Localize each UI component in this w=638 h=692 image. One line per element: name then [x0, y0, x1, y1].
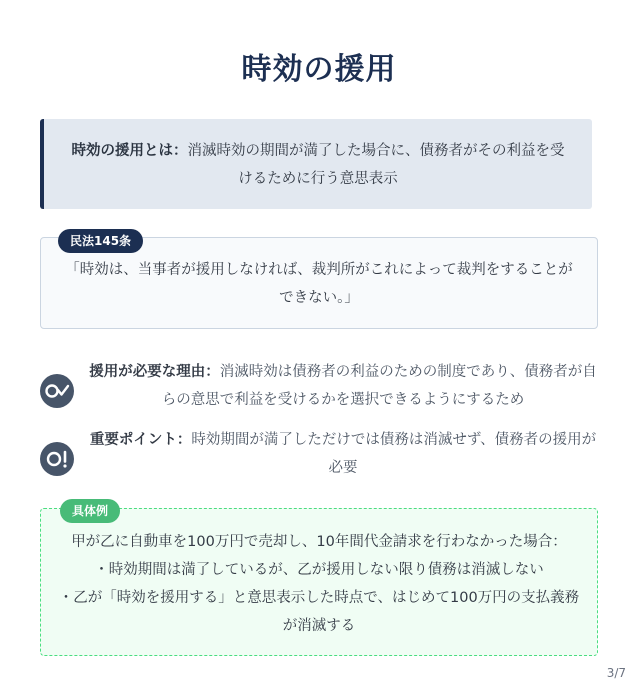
definition-box [40, 119, 592, 209]
definition-term: 時効の援用とは： [71, 143, 188, 159]
check-circle-icon [40, 374, 74, 408]
law-badge: 民法145条 [58, 229, 143, 253]
point-important [40, 426, 598, 486]
example-line: 甲が乙に自動車を100万円で売却し、10年間代金請求を行わなかった場合： [71, 534, 567, 550]
point-reason-lead: 援用が必要な理由： [89, 364, 220, 380]
example-line: ・乙が「時効を援用する」と意思表示した時点で、はじめて100万円の支払義務が消滅する [58, 590, 580, 634]
page-number: 3/7 [606, 666, 626, 680]
example-badge: 具体例 [60, 499, 120, 523]
example-line: ・時効期間は満了しているが、乙が援用しない限り債務は消滅しない [94, 562, 544, 578]
example-box [40, 508, 598, 656]
page-title: 時効の援用 [241, 52, 397, 87]
point-reason-text [88, 358, 598, 414]
law-quote-text: 「時効は、当事者が援用しなければ、裁判所がこれによって裁判をすることができない。」 [65, 262, 573, 306]
point-reason-body: 消滅時効は債務者の利益のための制度であり、債務者が自らの意思で利益を受けるかを選択できるようにするため [161, 364, 597, 408]
point-important-text [88, 426, 598, 482]
exclamation-circle-icon [40, 442, 74, 476]
point-important-lead: 重要ポイント： [89, 432, 192, 448]
point-important-body: 時効期間が満了しただけでは債務は消滅せず、債務者の援用が必要 [191, 432, 597, 476]
definition-text: 消滅時効の期間が満了した場合に、債務者がその利益を受けるために行う意思表示 [187, 143, 565, 187]
point-reason [40, 358, 598, 418]
